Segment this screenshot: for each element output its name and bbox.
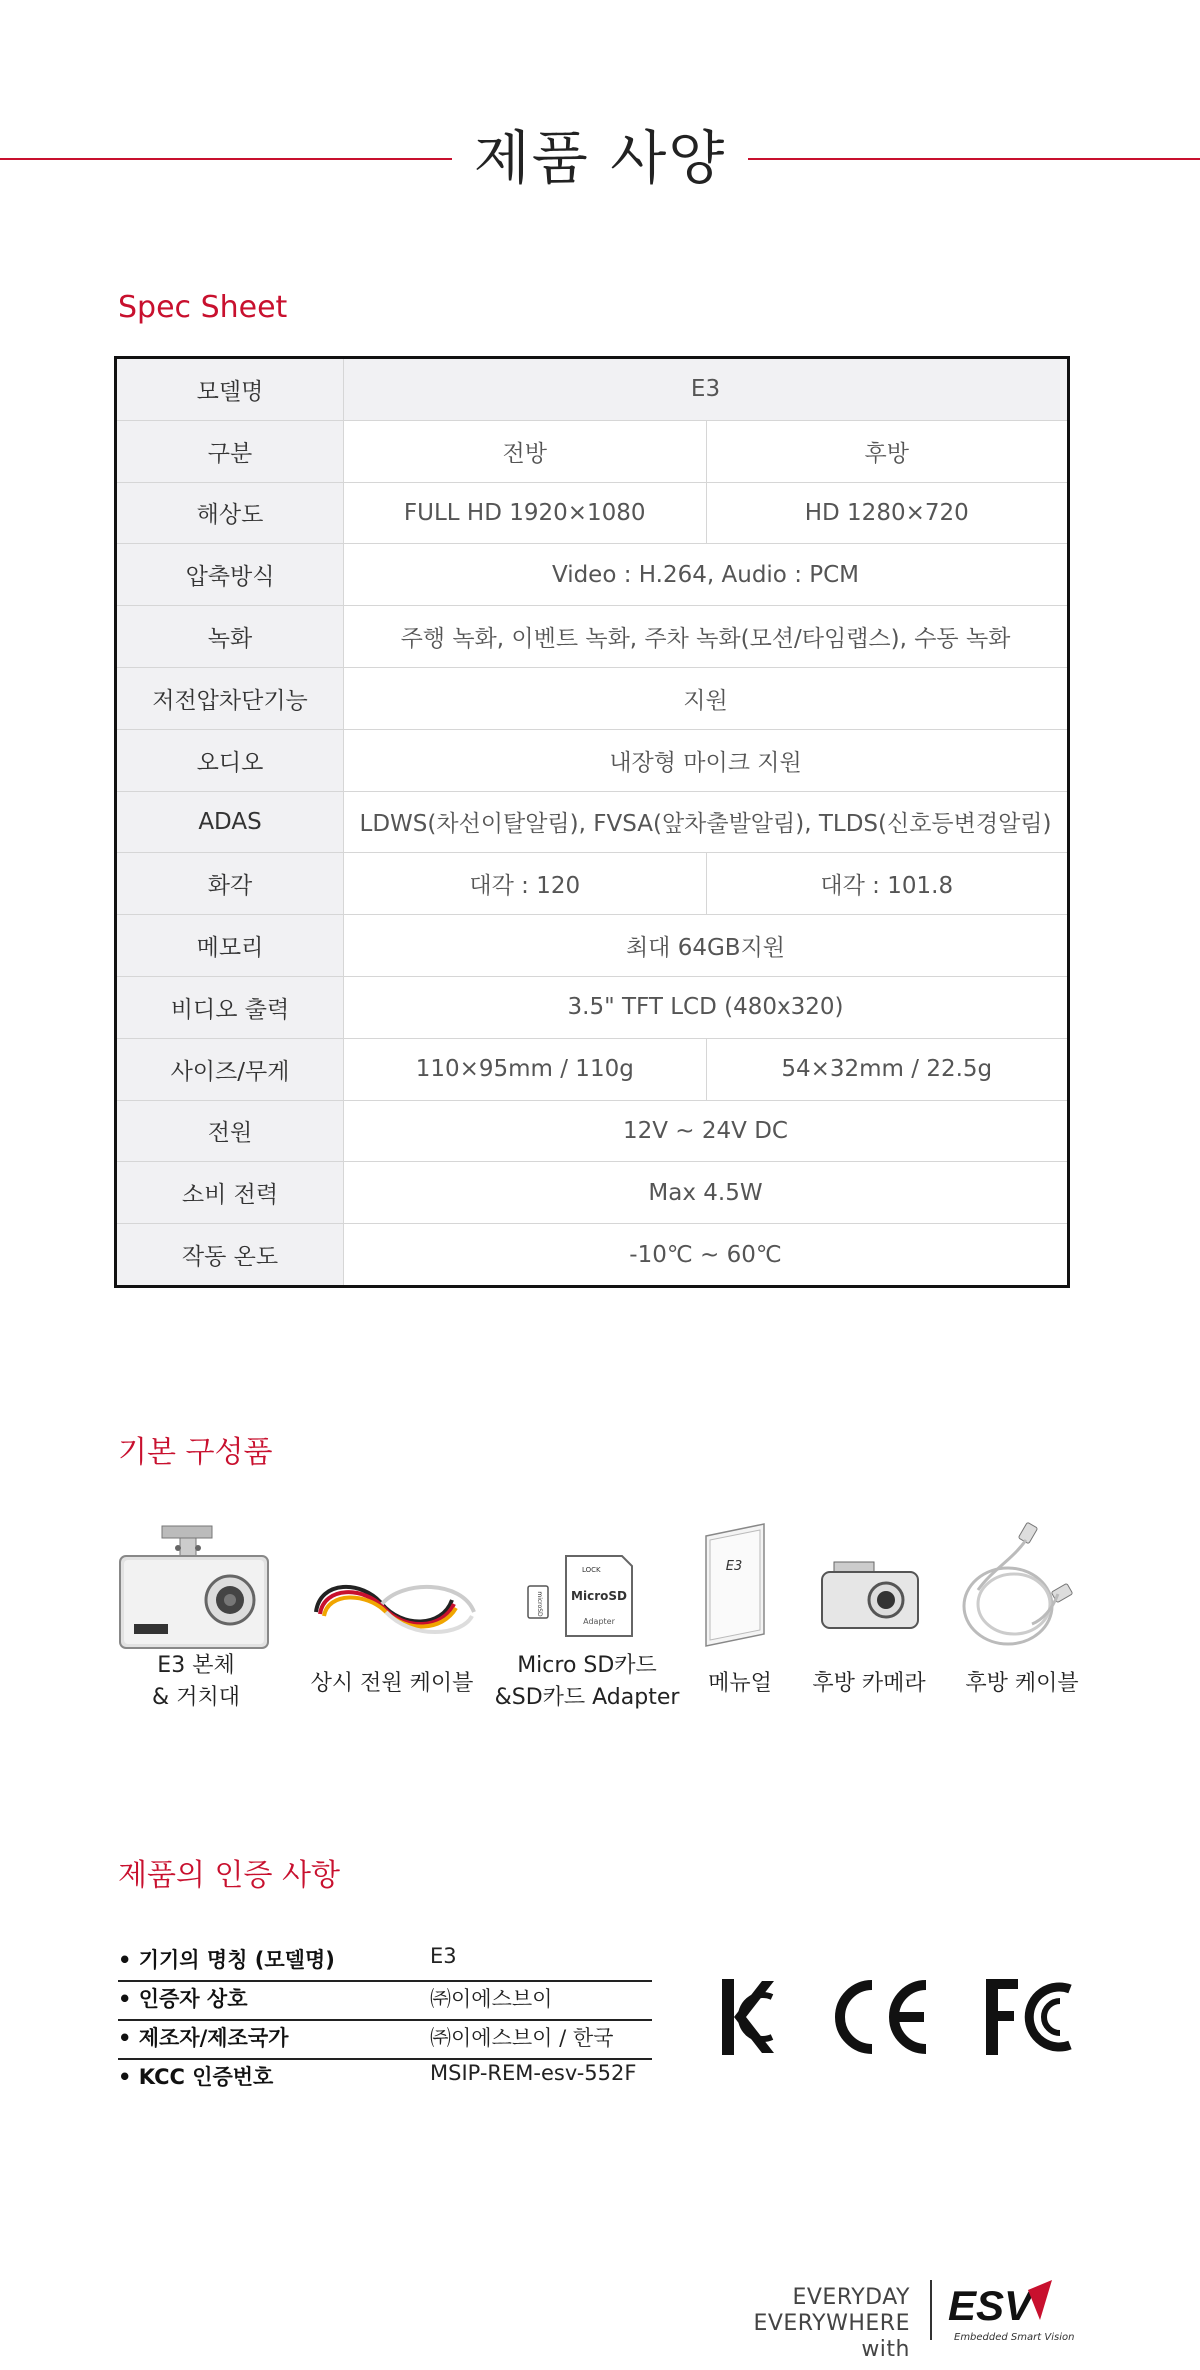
manual-icon [690,1500,790,1650]
spec-value-front: 전방 [344,420,707,482]
component-item-sd-card [492,1500,682,1714]
cert-value: ㈜이에스브이 / 한국 [430,2026,614,2050]
spec-table [114,356,1070,1288]
component-label-line2: &SD카드 Adapter [494,1685,680,1710]
spec-value-front: 대각 : 120 [344,853,707,915]
rear-cable-icon [952,1500,1092,1650]
sd-brand-text: MicroSD [571,1589,627,1603]
spec-row-video-out [116,976,1069,1038]
spec-value-front: FULL HD 1920×1080 [344,482,707,544]
ce-mark-icon [826,1975,936,2063]
component-label: E3 본체 [157,1653,235,1678]
spec-label: 녹화 [116,606,344,668]
component-label: 후방 카메라 [812,1671,926,1696]
spec-value: 주행 녹화, 이벤트 녹화, 주차 녹화(모션/타임랩스), 수동 녹화 [344,606,1069,668]
power-cable-icon [302,1500,482,1650]
spec-value: E3 [344,358,1069,421]
fcc-mark-icon [982,1975,1082,2063]
esv-logo-text: ESV [948,2282,1033,2329]
sd-card-icon [492,1500,682,1650]
component-label: Micro SD카드 [517,1653,657,1678]
sd-micro-text: microSD [536,1591,543,1617]
cert-row-model [118,1942,652,1982]
spec-row-compression [116,544,1069,606]
sd-adapter-text: Adapter [583,1617,615,1626]
esv-tagline: Embedded Smart Vision [954,2332,1075,2343]
spec-label: 작동 온도 [116,1224,344,1287]
component-item-rear-camera [804,1500,934,1700]
spec-sheet-heading: Spec Sheet [118,290,288,325]
spec-label: 저전압차단기능 [116,667,344,729]
spec-row-memory [116,915,1069,977]
footer-slogan-line1: EVERYDAY [792,2285,910,2310]
spec-label: 오디오 [116,729,344,791]
page-title-row [0,118,1200,198]
component-label: 메뉴얼 [708,1671,772,1696]
spec-label: 비디오 출력 [116,976,344,1038]
spec-row-resolution [116,482,1069,544]
spec-value: 12V ~ 24V DC [344,1100,1069,1162]
spec-label: 소비 전력 [116,1162,344,1224]
spec-row-type [116,420,1069,482]
spec-row-power [116,1100,1069,1162]
sd-lock-text: LOCK [582,1566,601,1574]
component-item-body [114,1500,278,1714]
kc-mark-icon [718,1975,776,2063]
spec-row-consumption [116,1162,1069,1224]
spec-label: 압축방식 [116,544,344,606]
dashcam-body-icon [114,1500,278,1650]
cert-key: • KCC 인증번호 [118,2065,274,2089]
page-title: 제품 사양 [473,124,727,192]
cert-key: • 인증자 상호 [118,1987,248,2011]
footer-divider [930,2280,932,2340]
spec-value: Video : H.264, Audio : PCM [344,544,1069,606]
spec-value-front: 110×95mm / 110g [344,1038,707,1100]
spec-value: LDWS(차선이탈알림), FVSA(앞차출발알림), TLDS(신호등변경알림) [344,791,1069,853]
spec-row-size [116,1038,1069,1100]
title-divider-left [0,158,452,160]
certification-heading: 제품의 인증 사항 [118,1858,340,1893]
spec-row-adas [116,791,1069,853]
spec-label: 구분 [116,420,344,482]
component-item-manual [690,1500,790,1700]
spec-label: 모델명 [116,358,344,421]
spec-value: Max 4.5W [344,1162,1069,1224]
spec-row-audio [116,729,1069,791]
spec-value-rear: 후방 [706,420,1069,482]
spec-label: 메모리 [116,915,344,977]
cert-row-kcc [118,2059,652,2097]
spec-value-rear: 대각 : 101.8 [706,853,1069,915]
spec-value: 지원 [344,667,1069,729]
spec-value: 최대 64GB지원 [344,915,1069,977]
footer-slogan-line2: EVERYWHERE with [753,2311,910,2362]
cert-value: MSIP-REM-esv-552F [430,2061,637,2085]
cert-key: • 기기의 명칭 (모델명) [118,1948,335,1972]
footer-slogan [700,2285,910,2363]
spec-row-model [116,358,1069,421]
spec-value: 내장형 마이크 지원 [344,729,1069,791]
component-label: 후방 케이블 [965,1671,1079,1696]
spec-row-angle [116,853,1069,915]
component-item-rear-cable [952,1500,1092,1700]
components-heading: 기본 구성품 [118,1435,273,1470]
component-label-line2: & 거치대 [152,1685,240,1710]
spec-label: 화각 [116,853,344,915]
spec-label: 해상도 [116,482,344,544]
cert-row-certifier [118,1981,652,2021]
cert-value: E3 [430,1944,457,1968]
spec-row-recording [116,606,1069,668]
component-label: 상시 전원 케이블 [310,1671,474,1696]
spec-row-temperature [116,1224,1069,1287]
spec-label: 사이즈/무게 [116,1038,344,1100]
spec-value: -10℃ ~ 60℃ [344,1224,1069,1287]
manual-cover-text: E3 [725,1559,743,1574]
spec-value: 3.5" TFT LCD (480x320) [344,976,1069,1038]
spec-value-rear: HD 1280×720 [706,482,1069,544]
spec-value-rear: 54×32mm / 22.5g [706,1038,1069,1100]
title-divider-right [748,158,1200,160]
cert-row-manufacturer [118,2020,652,2060]
component-item-power-cable [302,1500,482,1700]
rear-camera-icon [804,1500,934,1650]
cert-key: • 제조자/제조국가 [118,2026,289,2050]
spec-label: 전원 [116,1100,344,1162]
cert-value: ㈜이에스브이 [430,1987,553,2011]
esv-logo [944,2276,1084,2350]
spec-row-cutoff [116,667,1069,729]
spec-label: ADAS [116,791,344,853]
